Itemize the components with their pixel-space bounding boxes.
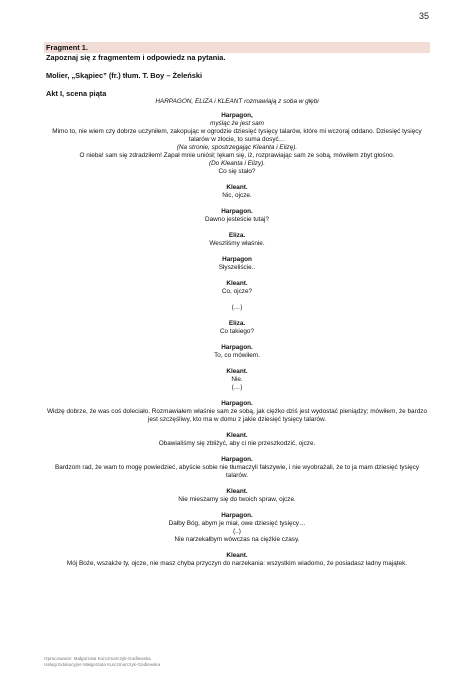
dialogue-turn: [44, 208, 430, 224]
page-number: 35: [418, 11, 429, 21]
dialogue-line: Widzę dobrze, że was coś doleciało. Rozmawiałem właśnie sam ze sobą, jak ciężko dziś jest wydostać pieniądzy; mówiłem, że bardzo jest szczęśliwy, kto ma w domu z jakie dziesięć tysięcy talarów.: [46, 408, 428, 423]
dialogue-line: Dałby Bóg, abym je miał, owe dziesięć tysięcy…: [168, 520, 306, 527]
stage-direction: myśląc że jest sam: [210, 120, 264, 127]
speaker-name: Harpagon.: [221, 208, 253, 215]
speaker-name: Harpagon: [222, 256, 252, 263]
dialogue-line: Nie narzekałbym wówczas na ciężkie czasy.: [174, 536, 300, 543]
dialogue-turn: [44, 320, 430, 336]
dialogue-line: Bardzom rad, że wam to mogę powiedzieć, abyście sobie nie tłumaczyli fałszywie, i nie wyobrażali, że to ja mam dziesięć tysięcy talarów.: [54, 464, 420, 479]
speaker-name: Harpagon.: [221, 400, 253, 407]
speaker-name: Kleant.: [226, 552, 248, 559]
dialogue-turn: [44, 400, 430, 424]
stage-direction: (Na stronie, spostrzegając Kleanta i Elizę).: [176, 144, 298, 151]
footer-company: Usługi Edukacyjne Małgorzata Kurczmarczyk-Godlewska: [44, 662, 161, 667]
dialogue-turn: [44, 512, 430, 544]
dialogue-turn: [44, 256, 430, 272]
dialogue-turn: [44, 304, 430, 312]
speaker-name: Kleant.: [226, 488, 248, 495]
dialogue-turn: [44, 432, 430, 448]
dialogue-turn: [44, 184, 430, 200]
dialogue-line: Mój Boże, wszakże ty, ojcze, nie masz chyba przyczyn do narzekania: wszystkim wiadomo, że posiadasz ładny majątek.: [66, 560, 408, 567]
speaker-name: Eliza.: [228, 232, 246, 239]
speaker-name: Harpagon.: [221, 456, 253, 463]
dialogue-line: Co takiego?: [219, 328, 255, 335]
dialogue-line: Weszliśmy właśnie.: [209, 240, 265, 247]
speaker-name: Harpagon.: [221, 512, 253, 519]
dialogue-turn: [44, 456, 430, 480]
dialogue-line: Nie mieszamy się do twoich spraw, ojcze.: [178, 496, 296, 503]
dialogue-line: Co się stało?: [218, 168, 256, 175]
speaker-name: Kleant.: [226, 280, 248, 287]
dialogue-line: Co, ojcze?: [221, 288, 253, 295]
document-content: [44, 42, 430, 576]
work-title: Molier, „Skąpiec” (fr.) tłum. T. Boy – Żeleński: [46, 71, 203, 80]
dialogue-line: Dawno jesteście tutaj?: [205, 216, 269, 223]
speaker-name: Kleant.: [226, 368, 248, 375]
act-scene-heading: Akt I, scena piąta: [46, 89, 107, 98]
stage-direction: (Do Kleanta i Elizy).: [208, 160, 266, 167]
dialogue-line: Obawialiśmy się zbliżyć, aby ci nie przeszkodzić, ojcze.: [158, 440, 316, 447]
dialogue-line: (…): [231, 304, 243, 311]
dialogue: [44, 112, 430, 568]
instruction-text: Zapoznaj się z fragmentem i odpowiedz na pytania.: [46, 53, 226, 62]
footer: [44, 656, 160, 668]
dialogue-turn: [44, 488, 430, 504]
dialogue-line: (…): [231, 384, 243, 391]
dialogue-line: Mimo to, nie wiem czy dobrze uczyniłem, zakopując w ogrodzie dziesięć tysięcy talarów, które mi wczoraj oddano. Dziesięć tysięcy talarów w złocie, to suma dosyć…: [52, 128, 422, 143]
dialogue-turn: [44, 232, 430, 248]
dialogue-turn: [44, 368, 430, 392]
dialogue-turn: [44, 280, 430, 296]
speaker-name: Eliza.: [228, 320, 246, 327]
speaker-name: Kleant.: [226, 432, 248, 439]
dialogue-line: Nie.: [231, 376, 243, 383]
dialogue-line: Słyszeliście..: [218, 264, 256, 271]
dialogue-line: To, co mówiłem.: [214, 352, 260, 359]
dialogue-turn: [44, 552, 430, 568]
dialogue-turn: [44, 112, 430, 176]
speaker-name: Harpagon,: [221, 112, 253, 119]
dialogue-line: O nieba! sam się zdradziłem! Zapał mnie uniósł; lękam się, iż, rozprawiając sam ze sobą, mówiłem zbyt głośno.: [79, 152, 395, 159]
dialogue-line: (..): [233, 528, 241, 535]
fragment-header: Fragment 1.: [44, 42, 430, 53]
speaker-name: Kleant.: [226, 184, 248, 191]
speaker-name: Harpagon.: [221, 344, 253, 351]
stage-direction-cast: HARPAGON, ELIZA i KLEANT rozmawiają z soba w głębi: [155, 98, 319, 105]
dialogue-turn: [44, 344, 430, 360]
footer-author: Opracowanie: Małgorzata Kurczmarczyk-Godlewska: [44, 656, 151, 661]
dialogue-line: Nic, ojcze.: [222, 192, 252, 199]
